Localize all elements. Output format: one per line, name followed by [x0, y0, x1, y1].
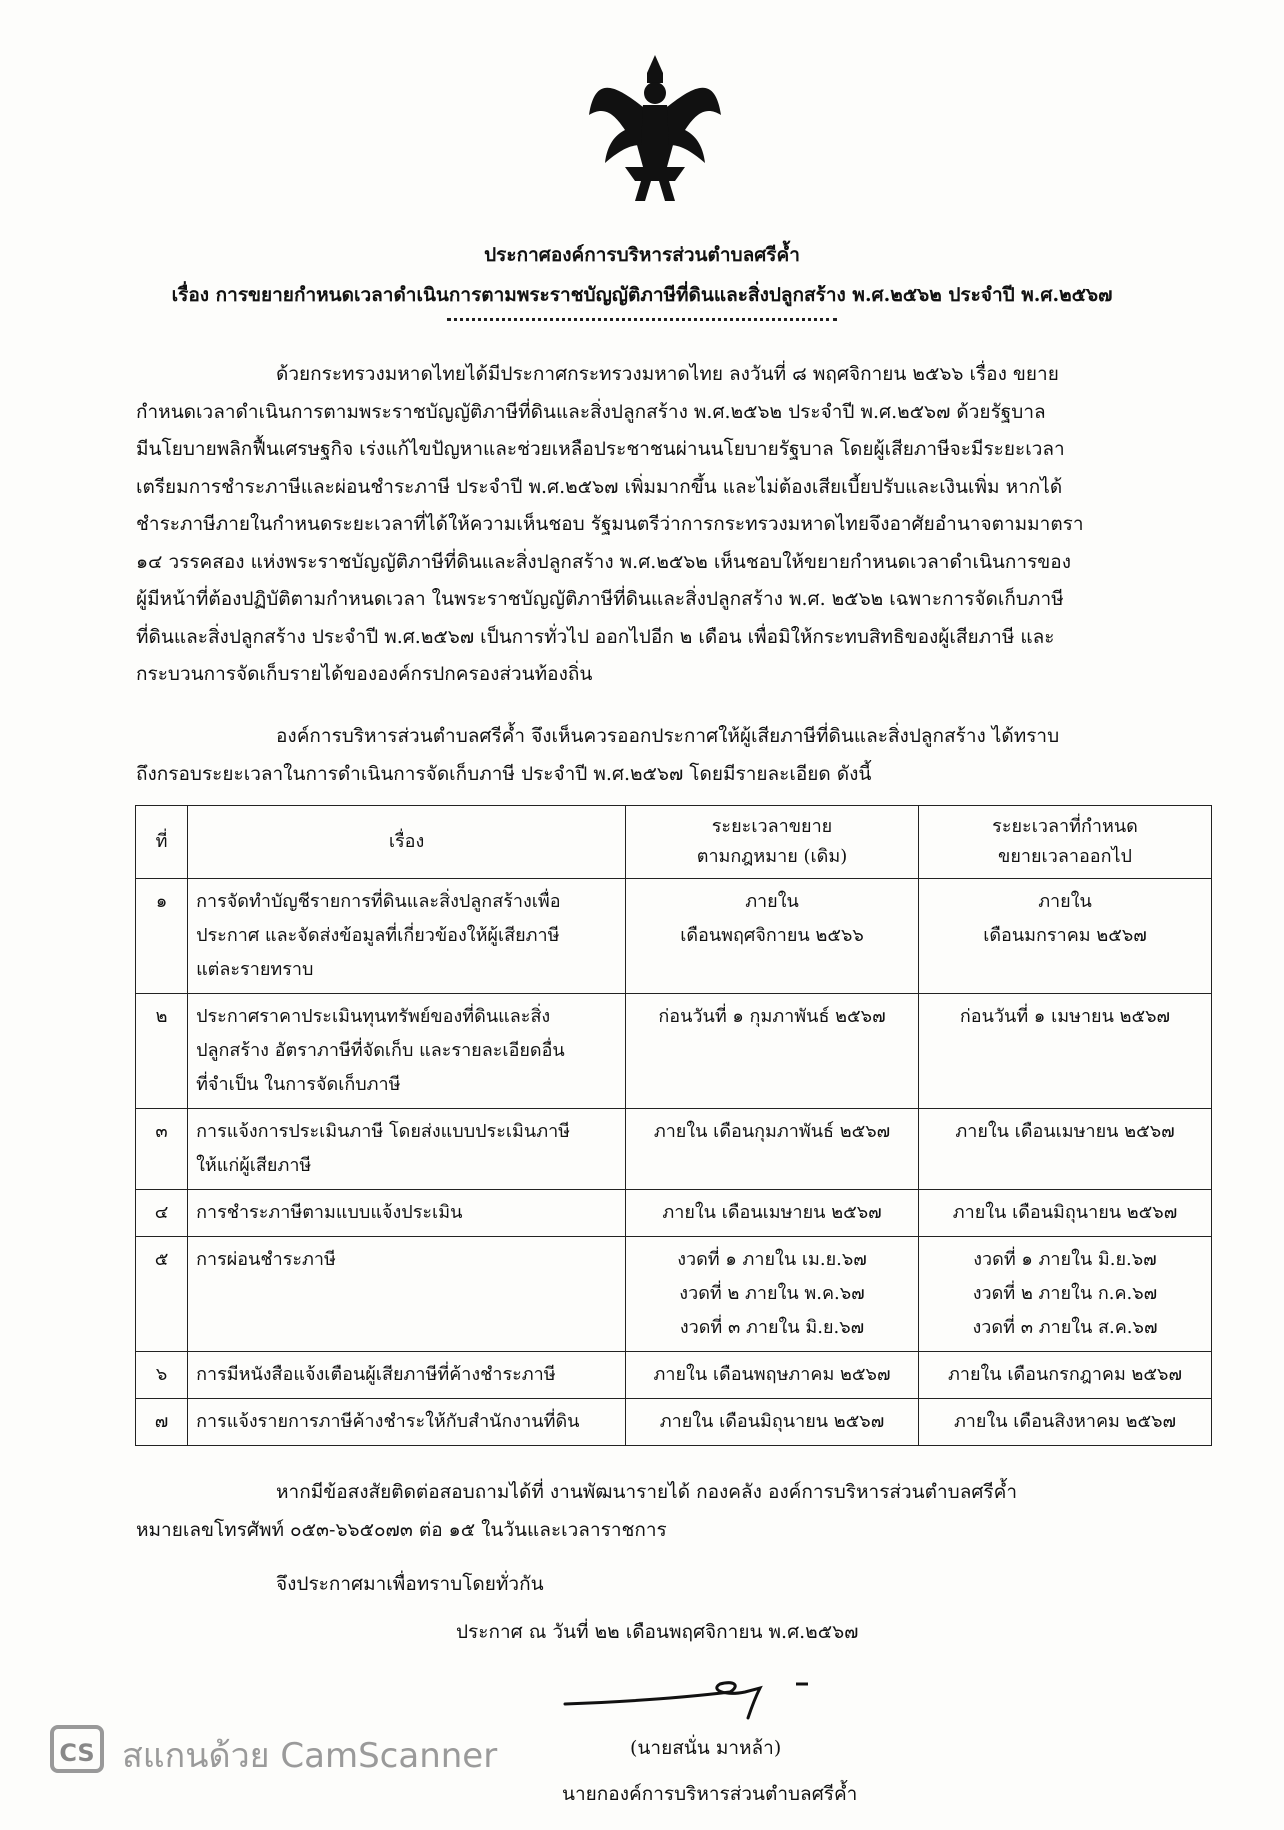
row-num: ๑: [136, 879, 188, 994]
body-line: ที่ดินและสิ่งปลูกสร้าง ประจำปี พ.ศ.๒๕๖๗ เป็นการทั่วไป ออกไปอีก ๒ เดือน เพื่อมิให้กระทบสิทธิของผู้เสียภาษี และ: [136, 625, 1055, 648]
row-new-period: ก่อนวันที่ ๑ เมษายน ๒๕๖๗: [919, 994, 1212, 1109]
body-line: องค์การบริหารส่วนตำบลศรีค้ำ จึงเห็นควรออกประกาศให้ผู้เสียภาษีที่ดินและสิ่งปลูกสร้าง ได้ทราบ: [276, 725, 1060, 747]
body-line: ผู้มีหน้าที่ต้องปฏิบัติตามกำหนดเวลา ในพระราชบัญญัติภาษีที่ดินและสิ่งปลูกสร้าง พ.ศ. ๒๕๖๒ เฉพาะการจัดเก็บภาษี: [136, 588, 1064, 610]
row-new-period: ภายใน เดือนมกราคม ๒๕๖๗: [919, 879, 1212, 994]
body-paragraph-2: [136, 718, 1211, 793]
camscanner-logo-icon: CS: [50, 1725, 104, 1773]
row-num: ๔: [136, 1190, 188, 1237]
row-subject: การแจ้งการประเมินภาษี โดยส่งแบบประเมินภาษี ให้แก่ผู้เสียภาษี: [188, 1109, 626, 1190]
row-old-period: ก่อนวันที่ ๑ กุมภาพันธ์ ๒๕๖๗: [626, 994, 919, 1109]
announcement-date: ประกาศ ณ วันที่ ๒๒ เดือนพฤศจิกายน พ.ศ.๒๕๖๗: [456, 1621, 859, 1643]
row-old-period: ภายใน เดือนกุมภาพันธ์ ๒๕๖๗: [626, 1109, 919, 1190]
row-old-period: ภายใน เดือนมิถุนายน ๒๕๖๗: [626, 1399, 919, 1446]
header-old-period: ระยะเวลาขยาย ตามกฎหมาย (เดิม): [626, 806, 919, 879]
body-line: ๑๔ วรรคสอง แห่งพระราชบัญญัติภาษีที่ดินและสิ่งปลูกสร้าง พ.ศ.๒๕๖๒ เห็นชอบให้ขยายกำหนดเวลาดำเนินการของ: [136, 550, 1071, 573]
garuda-emblem-icon: [585, 45, 725, 205]
table-header-row: [136, 806, 1212, 879]
row-num: ๓: [136, 1109, 188, 1190]
row-num: ๕: [136, 1237, 188, 1352]
row-old-period: ภายใน เดือนพฤษภาคม ๒๕๖๗: [626, 1352, 919, 1399]
row-subject: การมีหนังสือแจ้งเตือนผู้เสียภาษีที่ค้างชำระภาษี: [188, 1352, 626, 1399]
row-new-period: ภายใน เดือนกรกฎาคม ๒๕๖๗: [919, 1352, 1212, 1399]
body-line: ด้วยกระทรวงมหาดไทยได้มีประกาศกระทรวงมหาดไทย ลงวันที่ ๘ พฤศจิกายน ๒๕๖๖ เรื่อง ขยาย: [276, 363, 1059, 385]
header-subject: เรื่อง: [188, 806, 626, 879]
row-subject: ประกาศราคาประเมินทุนทรัพย์ของที่ดินและสิ่ง ปลูกสร้าง อัตราภาษีที่จัดเก็บ และรายละเอียดอื่น ที่จำเป็น ในการจัดเก็บภาษี: [188, 994, 626, 1109]
signature-image: [560, 1662, 830, 1722]
closing-line: จึงประกาศมาเพื่อทราบโดยทั่วกัน: [276, 1573, 544, 1595]
contact-line-2: หมายเลขโทรศัพท์ ๐๕๓-๖๖๕๐๗๓ ต่อ ๑๕ ในวันและเวลาราชการ: [136, 1519, 667, 1541]
table-row: [136, 1190, 1212, 1237]
row-subject: การชำระภาษีตามแบบแจ้งประเมิน: [188, 1190, 626, 1237]
row-num: ๒: [136, 994, 188, 1109]
row-subject: การผ่อนชำระภาษี: [188, 1237, 626, 1352]
contact-line-1: หากมีข้อสงสัยติดต่อสอบถามได้ที่ งานพัฒนารายได้ กองคลัง องค์การบริหารส่วนตำบลศรีค้ำ: [276, 1481, 1018, 1503]
row-old-period: ภายใน เดือนเมษายน ๒๕๖๗: [626, 1190, 919, 1237]
header-new-period: ระยะเวลาที่กำหนด ขยายเวลาออกไป: [919, 806, 1212, 879]
body-line: ถึงกรอบระยะเวลาในการดำเนินการจัดเก็บภาษี ประจำปี พ.ศ.๒๕๖๗ โดยมีรายละเอียด ดังนี้: [136, 762, 872, 785]
schedule-table: [135, 805, 1212, 1446]
signer-name: (นายสนั่น มาหล้า): [630, 1737, 782, 1759]
row-subject: การแจ้งรายการภาษีค้างชำระให้กับสำนักงานที่ดิน: [188, 1399, 626, 1446]
dotted-separator: [447, 318, 837, 321]
row-subject: การจัดทำบัญชีรายการที่ดินและสิ่งปลูกสร้างเพื่อ ประกาศ และจัดส่งข้อมูลที่เกี่ยวข้องให้ผู้เสียภาษี แต่ละรายทราบ: [188, 879, 626, 994]
header-num: ที่: [136, 806, 188, 879]
row-new-period: ภายใน เดือนเมษายน ๒๕๖๗: [919, 1109, 1212, 1190]
body-paragraph-1: [136, 356, 1211, 694]
body-line: ชำระภาษีภายในกำหนดระยะเวลาที่ได้ให้ความเห็นชอบ รัฐมนตรีว่าการกระทรวงมหาดไทยจึงอาศัยอำนาจตามมาตรา: [136, 513, 1084, 535]
table-row: [136, 879, 1212, 994]
signer-title: นายกองค์การบริหารส่วนตำบลศรีค้ำ: [562, 1783, 858, 1805]
body-line: กระบวนการจัดเก็บรายได้ขององค์กรปกครองส่วนท้องถิ่น: [136, 663, 593, 685]
row-num: ๖: [136, 1352, 188, 1399]
table-row: [136, 1352, 1212, 1399]
camscanner-watermark: สแกนด้วย CamScanner: [122, 1736, 498, 1776]
row-new-period: งวดที่ ๑ ภายใน มิ.ย.๖๗ งวดที่ ๒ ภายใน ก.ค.๖๗ งวดที่ ๓ ภายใน ส.ค.๖๗: [919, 1237, 1212, 1352]
announcement-subject: เรื่อง การขยายกำหนดเวลาดำเนินการตามพระราชบัญญัติภาษีที่ดินและสิ่งปลูกสร้าง พ.ศ.๒๕๖๒ ประจำปี พ.ศ.๒๕๖๗: [171, 284, 1113, 306]
table-row: [136, 1109, 1212, 1190]
table-row: [136, 1237, 1212, 1352]
row-new-period: ภายใน เดือนสิงหาคม ๒๕๖๗: [919, 1399, 1212, 1446]
table-row: [136, 1399, 1212, 1446]
body-line: มีนโยบายพลิกฟื้นเศรษฐกิจ เร่งแก้ไขปัญหาและช่วยเหลือประชาชนผ่านนโยบายรัฐบาล โดยผู้เสียภาษีจะมีระยะเวลา: [136, 438, 1065, 460]
body-line: เตรียมการชำระภาษีและผ่อนชำระภาษี ประจำปี พ.ศ.๒๕๖๗ เพิ่มมากขึ้น และไม่ต้องเสียเบี้ยปรับและเงินเพิ่ม หากได้: [136, 475, 1063, 498]
row-old-period: ภายใน เดือนพฤศจิกายน ๒๕๖๖: [626, 879, 919, 994]
row-num: ๗: [136, 1399, 188, 1446]
row-new-period: ภายใน เดือนมิถุนายน ๒๕๖๗: [919, 1190, 1212, 1237]
row-old-period: งวดที่ ๑ ภายใน เม.ย.๖๗ งวดที่ ๒ ภายใน พ.ค.๖๗ งวดที่ ๓ ภายใน มิ.ย.๖๗: [626, 1237, 919, 1352]
announcement-title: ประกาศองค์การบริหารส่วนตำบลศรีค้ำ: [484, 244, 800, 266]
table-row: [136, 994, 1212, 1109]
body-line: กำหนดเวลาดำเนินการตามพระราชบัญญัติภาษีที่ดินและสิ่งปลูกสร้าง พ.ศ.๒๕๖๒ ประจำปี พ.ศ.๒๕๖๗ ด้วยรัฐบาล: [136, 400, 1046, 423]
